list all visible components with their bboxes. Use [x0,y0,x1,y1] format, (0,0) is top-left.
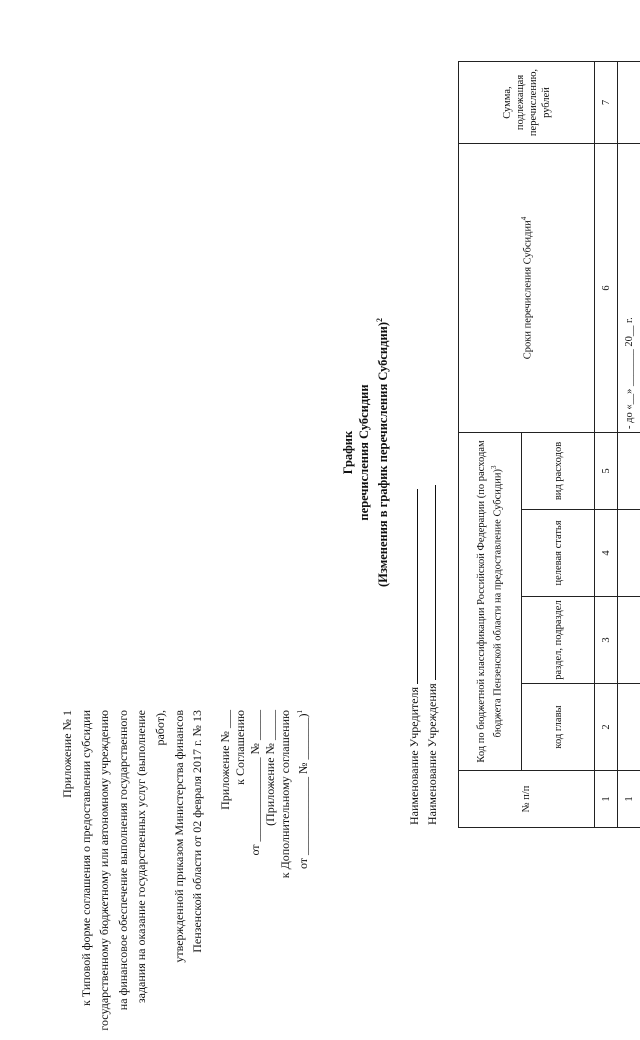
institution-field[interactable] [423,485,436,680]
row-code-target[interactable] [618,510,640,597]
index-cell: 4 [595,510,618,597]
agreement-line: от ______________ № _____ [248,710,263,950]
heading-subtitle: перечисления Субсидии [356,0,372,905]
appendix-line: утвержденной приказом Министерства финансов [170,710,189,1040]
header-terms-text: Сроки перечисления Субсидии [523,220,534,359]
appendix-line: задания на оказание государственных услуг (выполнение работ), [132,710,169,1040]
agreement-line: Приложение № ___ [218,710,233,950]
header-sum: Сумма, подлежащая перечислению, рублей [459,62,595,144]
footnote-marker: 2 [375,318,384,322]
header-code-group-text: Код по бюджетной классификации Российской Федерации (по расходам бюджета Пензенской области на предоставление Субсидии) [476,440,504,762]
institution-label: Наименование Учреждения [425,683,439,825]
row-code-chief[interactable] [618,684,640,771]
header-code-section: раздел, подраздел [522,597,595,684]
header-code-group [459,433,522,771]
index-cell: 3 [595,597,618,684]
index-cell: 7 [595,62,618,144]
header-terms [459,144,595,433]
header-code-chief: код главы [522,684,595,771]
agreement-line: (Приложение № _____ [263,710,278,950]
table-index-row [595,62,618,828]
row-term: - до «__» _______ 20__ г. [618,144,640,433]
row-sum[interactable] [618,62,640,144]
agreement-reference [218,710,311,950]
appendix-line: к Типовой форме соглашения о предоставлении субсидии [77,710,96,1040]
founder-field[interactable] [405,489,418,684]
appendix-header [58,710,207,1040]
appendix-line: государственному бюджетному или автономному учреждению [95,710,114,1040]
header-code-type: вид расходов [522,433,595,510]
row-num: 1 [618,771,640,828]
names-block [405,485,441,825]
footnote-marker: 3 [490,466,498,470]
schedule-table [458,61,640,828]
index-cell: 6 [595,144,618,433]
footnote-marker: 4 [520,217,528,221]
agreement-line: к Дополнительному соглашению [278,710,293,950]
document-heading [340,0,391,905]
heading-title: График [340,0,356,905]
heading-changes-text: (Изменения в график перечисления Субсидии) [376,322,390,587]
founder-label: Наименование Учредителя [407,687,421,825]
table-row [618,62,640,828]
appendix-line: Пензенской области от 02 февраля 2017 г. № 13 [188,710,207,1040]
row-code-section[interactable] [618,597,640,684]
agreement-line-text: от _____________ № _______) [296,714,310,870]
header-code-target: целевая статья [522,510,595,597]
table-header-row [459,62,522,828]
index-cell: 1 [595,771,618,828]
founder-row [405,485,423,825]
agreement-line-last [293,710,311,950]
institution-row [423,485,441,825]
row-code-type[interactable] [618,433,640,510]
appendix-line: на финансовое обеспечение выполнения государственного [114,710,133,1040]
footnote-marker: 1 [296,710,304,714]
index-cell: 2 [595,684,618,771]
header-num: № п/п [459,771,595,828]
heading-changes [372,0,391,905]
appendix-title: Приложение № 1 [58,710,77,1040]
agreement-line: к Соглашению [233,710,248,950]
index-cell: 5 [595,433,618,510]
